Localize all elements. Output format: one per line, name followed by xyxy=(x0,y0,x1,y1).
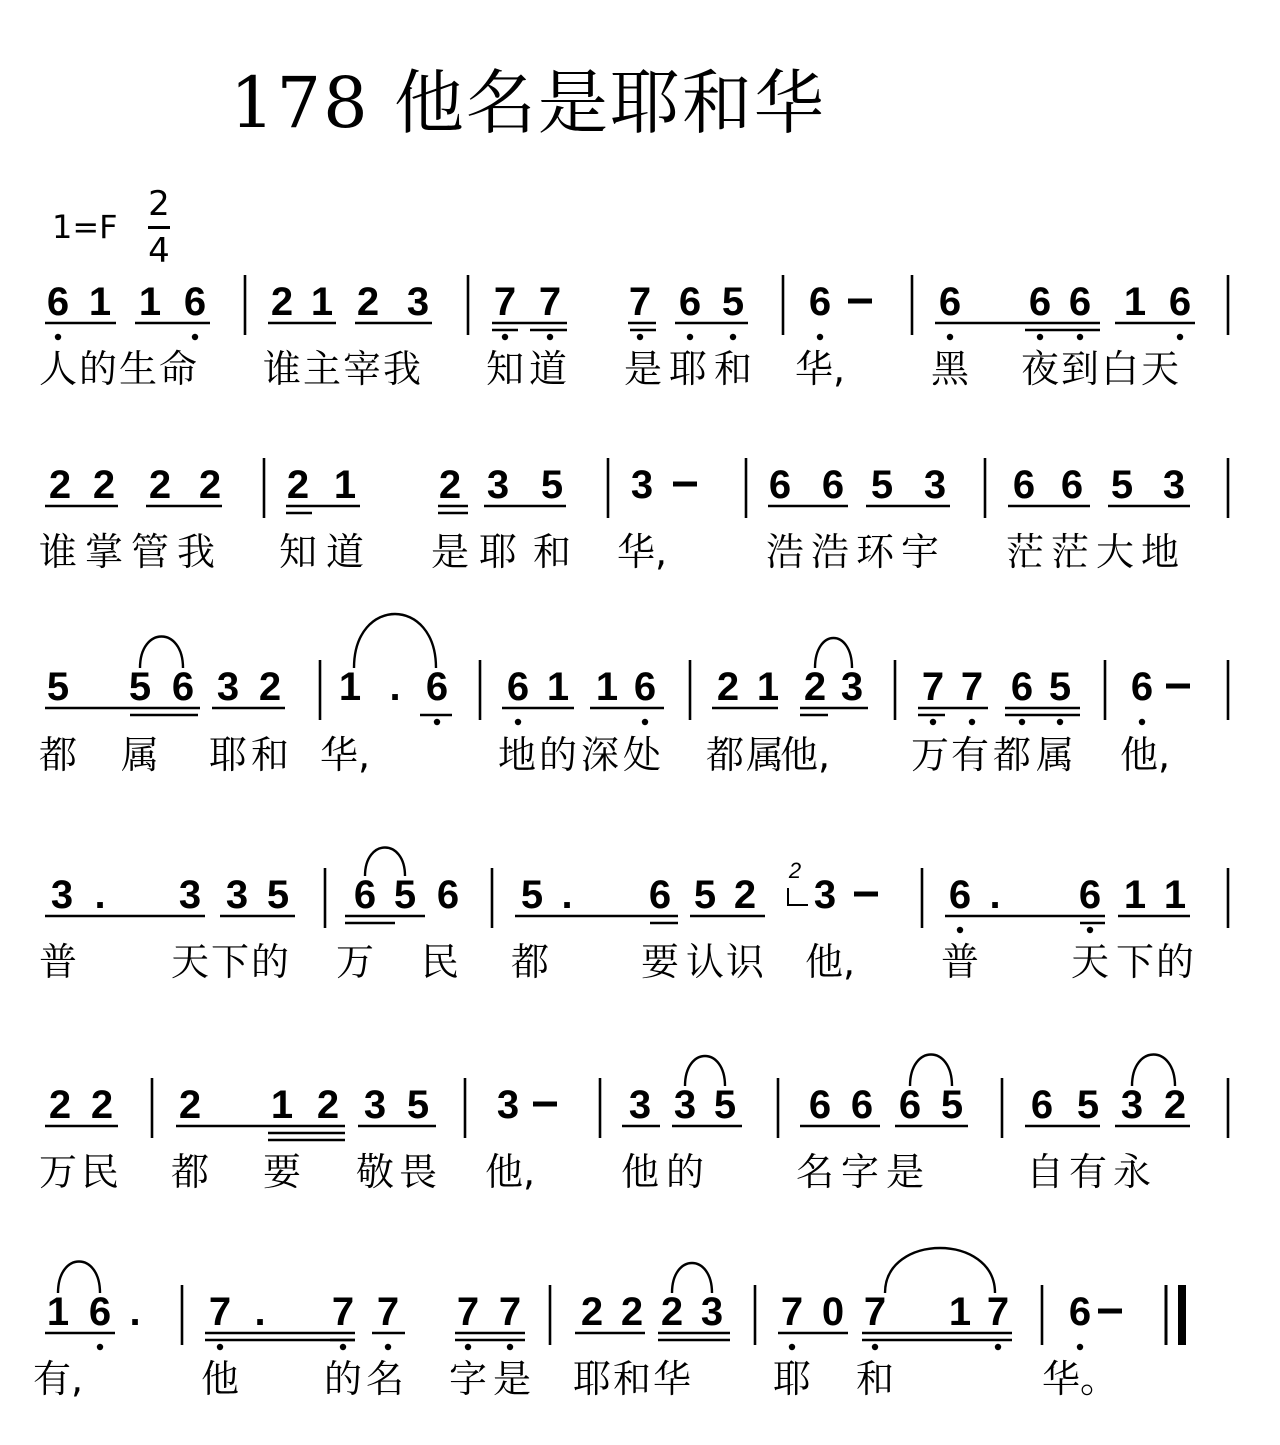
lyric-char: 我 xyxy=(176,530,216,574)
note-digit: 7 xyxy=(376,1290,400,1334)
lyric-char: 到 xyxy=(1060,347,1100,391)
lyric-char: 华, xyxy=(794,347,846,391)
lyric-char: 黑 xyxy=(930,347,970,391)
note-digit: 2 xyxy=(356,280,380,324)
tie-slur xyxy=(354,614,436,668)
octave-dot xyxy=(192,334,198,340)
lyric-char: 和 xyxy=(532,530,572,574)
note-digit: 5 xyxy=(520,873,544,917)
octave-dot xyxy=(97,1344,103,1350)
note-digit: 3 xyxy=(630,463,654,507)
lyric-char: 地 xyxy=(1140,530,1180,574)
lyric-char: 华。 xyxy=(1041,1357,1119,1401)
octave-dot xyxy=(1139,719,1145,725)
lyric-char: 的 xyxy=(78,347,118,391)
note-digit: 6 xyxy=(436,873,460,917)
lyric-char: 耶 xyxy=(478,530,518,574)
lyric-char: 和 xyxy=(855,1357,895,1401)
tie-slur xyxy=(1132,1055,1175,1087)
lyric-char: 我 xyxy=(382,347,422,391)
note-digit: 3 xyxy=(50,873,74,917)
note-digit: 6 xyxy=(1012,463,1036,507)
note-digit: 6 xyxy=(768,463,792,507)
octave-dot xyxy=(1087,927,1093,933)
lyric-char: 生 xyxy=(118,347,158,391)
lyric-char: 和 xyxy=(713,347,753,391)
lyric-char: 浩 xyxy=(810,530,850,574)
lyric-char: 都 xyxy=(992,733,1032,777)
lyric-char: 的 xyxy=(250,940,290,984)
note-digit: 6 xyxy=(46,280,70,324)
lyric-char: 识 xyxy=(725,940,765,984)
note-digit: 5 xyxy=(406,1083,430,1127)
note-digit: . xyxy=(94,873,106,917)
lyric-char: 管 xyxy=(130,530,170,574)
note-digit: 5 xyxy=(870,463,894,507)
octave-dot xyxy=(930,719,936,725)
lyric-char: 地 xyxy=(497,733,537,777)
octave-dot xyxy=(340,1344,346,1350)
note-digit: 1 xyxy=(1163,873,1187,917)
octave-dot xyxy=(817,334,823,340)
lyric-char: 知 xyxy=(278,530,318,574)
note-digit: . xyxy=(561,873,573,917)
note-digit: 3 xyxy=(813,873,837,917)
octave-dot xyxy=(637,334,643,340)
octave-dot xyxy=(507,1344,513,1350)
grace-note: 2 xyxy=(788,858,802,883)
time-signature-top: 2 xyxy=(148,184,170,224)
note-digit: 5 xyxy=(693,873,717,917)
lyric-char: 都 xyxy=(510,940,550,984)
note-digit: 6 xyxy=(171,665,195,709)
lyric-char: 掌 xyxy=(84,530,124,574)
note-digit: 6 xyxy=(1168,280,1192,324)
note-digit: 2 xyxy=(620,1290,644,1334)
note-digit: 2 xyxy=(733,873,757,917)
lyric-char: 天 xyxy=(1140,347,1180,391)
note-digit: 7 xyxy=(493,280,517,324)
note-digit: 1 xyxy=(948,1290,972,1334)
lyric-char: 他, xyxy=(804,940,856,984)
note-digit: 5 xyxy=(1048,665,1072,709)
lyric-char: 字 xyxy=(448,1357,488,1401)
lyric-char: 的 xyxy=(323,1357,363,1401)
note-digit: 2 xyxy=(438,463,462,507)
note-digit: 5 xyxy=(266,873,290,917)
octave-dot xyxy=(385,1344,391,1350)
note-digit: 5 xyxy=(393,873,417,917)
note-digit: 5 xyxy=(128,665,152,709)
lyric-char: 处 xyxy=(622,733,662,777)
note-digit: 3 xyxy=(406,280,430,324)
octave-dot xyxy=(969,719,975,725)
lyric-char: 要 xyxy=(640,940,680,984)
note-digit: 7 xyxy=(628,280,652,324)
octave-dot xyxy=(1057,719,1063,725)
lyric-char: 普 xyxy=(940,940,980,984)
octave-dot xyxy=(434,719,440,725)
lyric-char: 畏 xyxy=(398,1150,438,1194)
lyric-char: 宰 xyxy=(342,347,382,391)
lyric-char: 的 xyxy=(665,1150,705,1194)
lyric-char: 万 xyxy=(38,1150,78,1194)
octave-dot xyxy=(1077,1344,1083,1350)
lyric-char: 属 xyxy=(745,733,785,777)
note-digit: 2 xyxy=(92,463,116,507)
note-digit: 3 xyxy=(216,665,240,709)
octave-dot xyxy=(502,334,508,340)
note-digit: 6 xyxy=(648,873,672,917)
note-digit: 6 xyxy=(506,665,530,709)
lyric-char: 他, xyxy=(779,733,831,777)
octave-dot xyxy=(947,334,953,340)
lyric-char: 谁 xyxy=(38,530,78,574)
lyric-char: 的 xyxy=(538,733,578,777)
lyric-char: 道 xyxy=(325,530,365,574)
note-digit: 2 xyxy=(48,1083,72,1127)
key-signature: 1=F xyxy=(52,208,118,246)
octave-dot xyxy=(55,334,61,340)
note-digit: 1 xyxy=(333,463,357,507)
lyric-char: 华, xyxy=(319,733,371,777)
note-digit: 1 xyxy=(88,280,112,324)
lyric-char: 耶 xyxy=(772,1357,812,1401)
note-digit: 6 xyxy=(1030,1083,1054,1127)
lyric-char: 耶 xyxy=(572,1357,612,1401)
lyric-char: 万 xyxy=(335,940,375,984)
lyric-char: 耶 xyxy=(208,733,248,777)
lyric-char: 要 xyxy=(262,1150,302,1194)
note-digit: 7 xyxy=(780,1290,804,1334)
octave-dot xyxy=(872,1344,878,1350)
octave-dot xyxy=(789,1344,795,1350)
note-digit: 6 xyxy=(1078,873,1102,917)
lyric-char: 字 xyxy=(840,1150,880,1194)
note-digit: 6 xyxy=(678,280,702,324)
note-digit: 1 xyxy=(310,280,334,324)
lyric-char: 他, xyxy=(484,1150,536,1194)
note-digit: 6 xyxy=(1068,280,1092,324)
note-digit: 5 xyxy=(721,280,745,324)
note-digit: 7 xyxy=(331,1290,355,1334)
note-digit: 2 xyxy=(178,1083,202,1127)
lyric-char: 万 xyxy=(910,733,950,777)
lyric-char: 都 xyxy=(38,733,78,777)
lyric-char: 的 xyxy=(1155,940,1195,984)
note-digit: 3 xyxy=(700,1290,724,1334)
lyric-char: 是 xyxy=(623,347,663,391)
lyric-char: 白 xyxy=(1100,347,1140,391)
lyric-char: 名 xyxy=(365,1357,405,1401)
note-digit: 3 xyxy=(673,1083,697,1127)
note-digit: 6 xyxy=(183,280,207,324)
note-digit: 7 xyxy=(538,280,562,324)
lyric-char: 华, xyxy=(616,530,668,574)
note-digit: 3 xyxy=(923,463,947,507)
lyric-char: 浩 xyxy=(765,530,805,574)
note-digit: 2 xyxy=(148,463,172,507)
note-digit: 3 xyxy=(840,665,864,709)
lyric-char: 谁 xyxy=(262,347,302,391)
lyric-char: 名 xyxy=(795,1150,835,1194)
note-digit: 7 xyxy=(208,1290,232,1334)
lyric-char: 耶 xyxy=(668,347,708,391)
note-digit: 6 xyxy=(1060,463,1084,507)
note-digit: 3 xyxy=(363,1083,387,1127)
note-digit: 6 xyxy=(1010,665,1034,709)
lyric-char: 和 xyxy=(250,733,290,777)
octave-dot xyxy=(1177,334,1183,340)
note-digit: 2 xyxy=(286,463,310,507)
lyric-char: 属 xyxy=(120,733,160,777)
octave-dot xyxy=(515,719,521,725)
lyric-char: 敬 xyxy=(355,1150,395,1194)
note-digit: 1 xyxy=(46,1290,70,1334)
lyric-char: 是 xyxy=(492,1357,532,1401)
lyric-char: 都 xyxy=(705,733,745,777)
lyric-char: 华 xyxy=(652,1357,692,1401)
note-digit: 3 xyxy=(178,873,202,917)
octave-dot xyxy=(730,334,736,340)
note-digit: 3 xyxy=(628,1083,652,1127)
note-digit: 6 xyxy=(1028,280,1052,324)
note-digit: . xyxy=(989,873,1001,917)
note-digit: 2 xyxy=(198,463,222,507)
time-signature-bottom: 4 xyxy=(148,231,170,271)
octave-dot xyxy=(995,1344,1001,1350)
lyric-char: 宇 xyxy=(900,530,940,574)
note-digit: 3 xyxy=(496,1083,520,1127)
note-digit: 1 xyxy=(1123,280,1147,324)
note-digit: 7 xyxy=(921,665,945,709)
note-digit: 6 xyxy=(633,665,657,709)
note-digit: 1 xyxy=(595,665,619,709)
tie-slur xyxy=(140,637,183,669)
note-digit: 5 xyxy=(540,463,564,507)
lyric-char: 主 xyxy=(302,347,342,391)
note-digit: 5 xyxy=(46,665,70,709)
note-digit: 7 xyxy=(498,1290,522,1334)
lyric-char: 下 xyxy=(1115,940,1155,984)
lyric-char: 普 xyxy=(38,940,78,984)
tie-slur xyxy=(58,1262,100,1294)
lyric-char: 天 xyxy=(1070,940,1110,984)
note-digit: 3 xyxy=(1120,1083,1144,1127)
octave-dot xyxy=(547,334,553,340)
lyric-char: 有, xyxy=(32,1357,84,1401)
note-digit: 1 xyxy=(338,665,362,709)
note-digit: . xyxy=(254,1290,266,1334)
octave-dot xyxy=(1019,719,1025,725)
note-digit: . xyxy=(389,665,401,709)
tie-slur xyxy=(815,638,852,668)
lyric-char: 他 xyxy=(200,1357,240,1401)
note-digit: 7 xyxy=(863,1290,887,1334)
note-digit: 7 xyxy=(960,665,984,709)
lyric-char: 永 xyxy=(1112,1150,1152,1194)
note-digit: 2 xyxy=(580,1290,604,1334)
lyric-char: 环 xyxy=(855,530,895,574)
note-digit: 6 xyxy=(1130,665,1154,709)
lyric-char: 知 xyxy=(485,347,525,391)
note-digit: 6 xyxy=(353,873,377,917)
lyric-char: 是 xyxy=(430,530,470,574)
lyric-char: 属 xyxy=(1035,733,1075,777)
lyric-char: 是 xyxy=(885,1150,925,1194)
octave-dot xyxy=(465,1344,471,1350)
lyric-char: 茫 xyxy=(1050,530,1090,574)
note-digit: . xyxy=(129,1290,141,1334)
note-digit: 2 xyxy=(258,665,282,709)
octave-dot xyxy=(957,927,963,933)
note-digit: 6 xyxy=(425,665,449,709)
note-digit: 2 xyxy=(270,280,294,324)
lyric-char: 都 xyxy=(170,1150,210,1194)
note-digit: 3 xyxy=(486,463,510,507)
tie-slur xyxy=(672,1263,712,1293)
tie-slur xyxy=(685,1056,725,1086)
octave-dot xyxy=(687,334,693,340)
note-digit: 1 xyxy=(138,280,162,324)
note-digit: 6 xyxy=(808,280,832,324)
note-digit: 6 xyxy=(808,1083,832,1127)
note-digit: 6 xyxy=(938,280,962,324)
lyric-char: 认 xyxy=(685,940,725,984)
lyric-char: 和 xyxy=(612,1357,652,1401)
note-digit: 5 xyxy=(713,1083,737,1127)
note-digit: 3 xyxy=(225,873,249,917)
lyric-char: 命 xyxy=(158,347,198,391)
note-digit: 2 xyxy=(90,1083,114,1127)
note-digit: 6 xyxy=(88,1290,112,1334)
lyric-char: 下 xyxy=(210,940,250,984)
lyric-char: 夜 xyxy=(1020,347,1060,391)
octave-dot xyxy=(1077,334,1083,340)
grace-note-stem xyxy=(788,888,808,905)
lyric-char: 茫 xyxy=(1005,530,1045,574)
lyric-char: 民 xyxy=(420,940,460,984)
note-digit: 1 xyxy=(546,665,570,709)
note-digit: 2 xyxy=(803,665,827,709)
note-digit: 5 xyxy=(940,1083,964,1127)
song-title: 178 他名是耶和华 xyxy=(230,62,826,144)
octave-dot xyxy=(1037,334,1043,340)
note-digit: 6 xyxy=(850,1083,874,1127)
lyric-char: 道 xyxy=(528,347,568,391)
note-digit: 5 xyxy=(1076,1083,1100,1127)
lyric-char: 天 xyxy=(170,940,210,984)
lyric-char: 有 xyxy=(1068,1150,1108,1194)
note-digit: 2 xyxy=(660,1290,684,1334)
note-digit: 2 xyxy=(48,463,72,507)
note-digit: 1 xyxy=(270,1083,294,1127)
tie-slur xyxy=(885,1248,995,1293)
lyric-char: 深 xyxy=(580,733,620,777)
note-digit: 6 xyxy=(948,873,972,917)
note-digit: 6 xyxy=(1068,1290,1092,1334)
octave-dot xyxy=(217,1344,223,1350)
lyric-char: 民 xyxy=(80,1150,120,1194)
tie-slur xyxy=(365,848,405,877)
octave-dot xyxy=(642,719,648,725)
note-digit: 2 xyxy=(716,665,740,709)
note-digit: 1 xyxy=(756,665,780,709)
tie-slur xyxy=(910,1055,952,1087)
lyric-char: 大 xyxy=(1095,530,1135,574)
note-digit: 2 xyxy=(316,1083,340,1127)
note-digit: 6 xyxy=(821,463,845,507)
lyric-char: 人 xyxy=(38,347,78,391)
note-digit: 6 xyxy=(898,1083,922,1127)
note-digit: 1 xyxy=(1123,873,1147,917)
lyric-char: 自 xyxy=(1025,1150,1065,1194)
note-digit: 5 xyxy=(1110,463,1134,507)
lyric-char: 他, xyxy=(1119,733,1171,777)
note-digit: 7 xyxy=(986,1290,1010,1334)
note-digit: 7 xyxy=(456,1290,480,1334)
note-digit: 2 xyxy=(1163,1083,1187,1127)
lyric-char: 他 xyxy=(620,1150,660,1194)
lyric-char: 有 xyxy=(950,733,990,777)
note-digit: 0 xyxy=(821,1290,845,1334)
note-digit: 3 xyxy=(1162,463,1186,507)
